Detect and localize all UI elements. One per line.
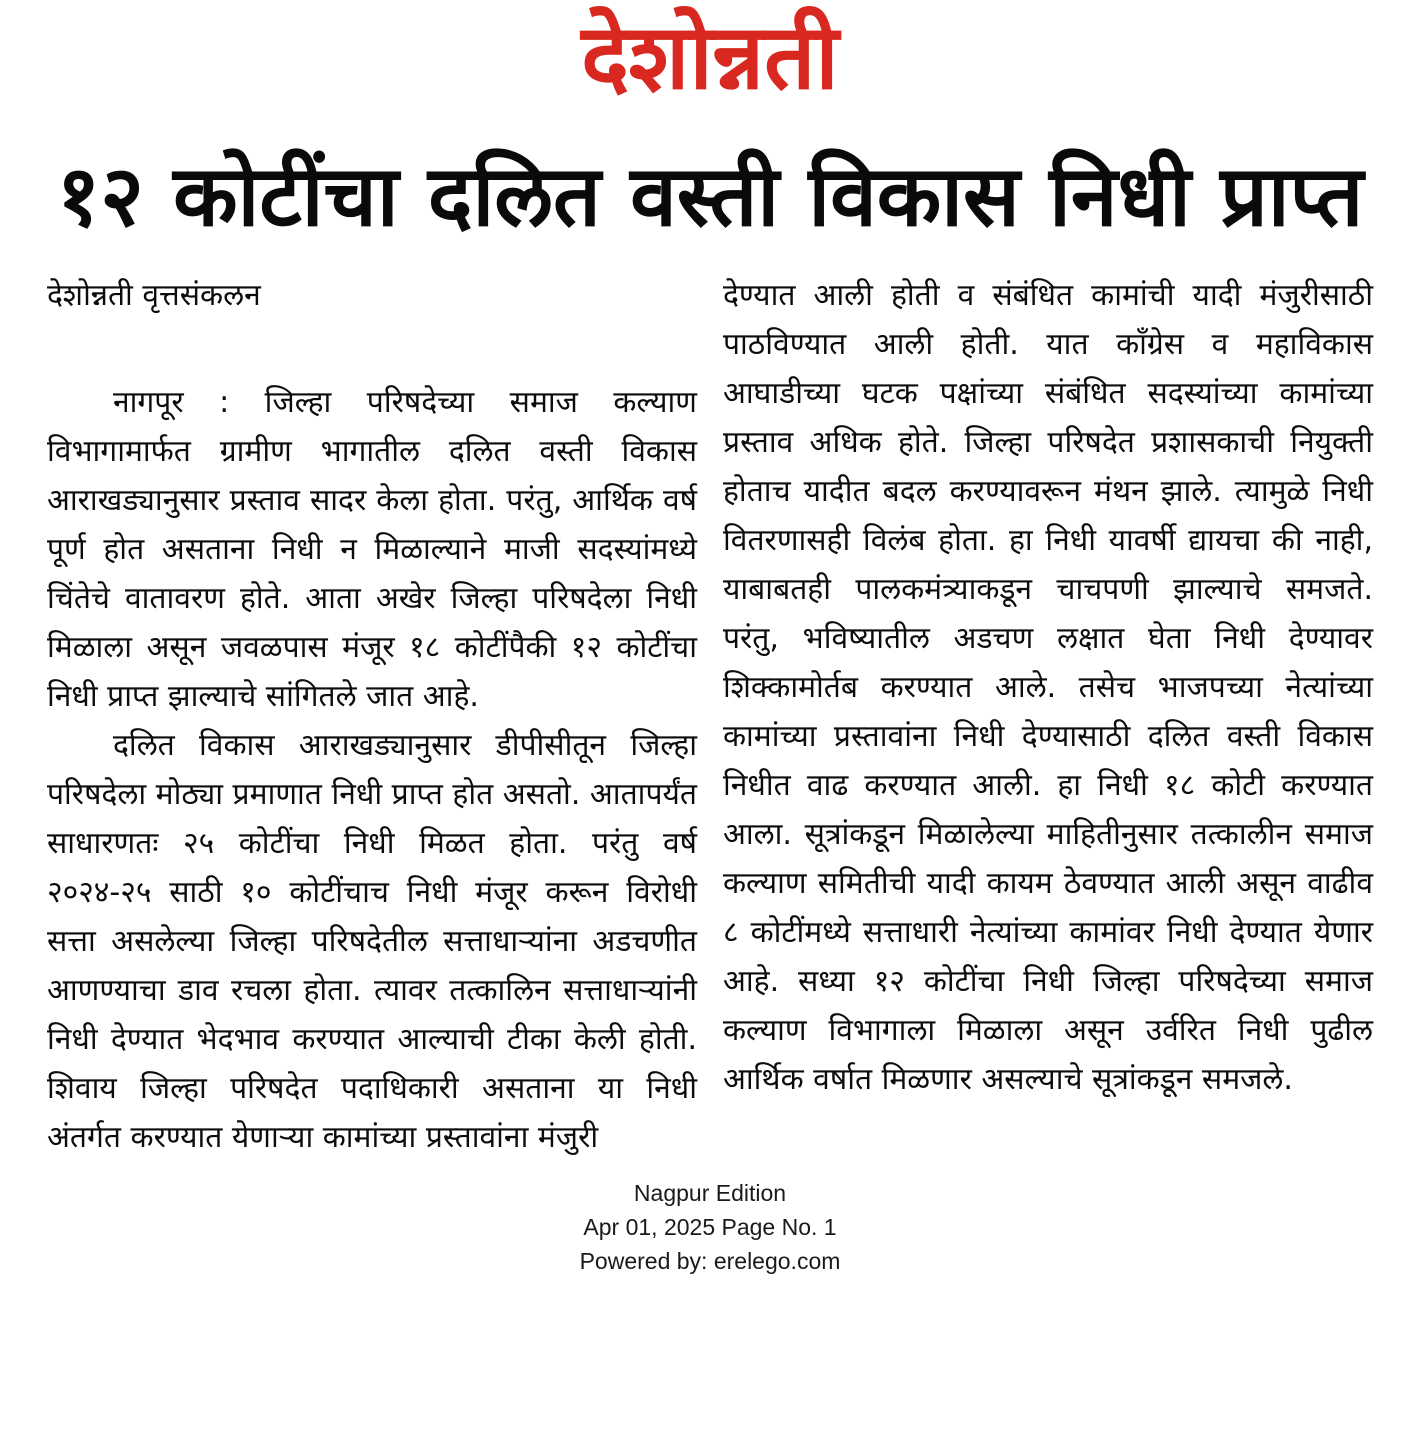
powered-by-label: Powered by: erelego.com xyxy=(579,1247,841,1274)
article-body xyxy=(47,271,1373,1162)
date-page-label: Apr 01, 2025 Page No. 1 xyxy=(583,1213,837,1240)
article-column-left xyxy=(47,271,697,1162)
edition-label: Nagpur Edition xyxy=(633,1179,787,1206)
article-paragraph-1: नागपूर : जिल्हा परिषदेच्या समाज कल्याण विभागामार्फत ग्रामीण भागातील दलित वस्ती विकास आराखड्यानुसार प्रस्ताव सादर केला होता. परंतु, आर्थिक वर्ष पूर्ण होत असताना निधी न मिळाल्याने माजी सदस्यांमध्ये चिंतेचे वातावरण होते. आता अखेर जिल्हा परिषदेला निधी मिळाला असून जवळपास मंजूर १८ कोटींपैकी १२ कोटींचा निधी प्राप्त झाल्याचे सांगितले जात आहे. xyxy=(47,384,697,714)
page-footer xyxy=(47,1176,1373,1278)
article-column-right xyxy=(723,271,1373,1104)
byline: देशोन्नती वृत्तसंकलन xyxy=(47,277,261,313)
article-paragraph-2: दलित विकास आराखड्यानुसार डीपीसीतून जिल्हा परिषदेला मोठ्या प्रमाणात निधी प्राप्त होत असतो. आतापर्यंत साधारणतः २५ कोटींचा निधी मिळत होता. परंतु वर्ष २०२४-२५ साठी १० कोटींचाच निधी मंजूर करून विरोधी सत्ता असलेल्या जिल्हा परिषदेतील सत्ताधाऱ्यांना अडचणीत आणण्याचा डाव रचला होता. त्यावर तत्कालिन सत्ताधाऱ्यांनी निधी देण्यात भेदभाव करण्यात आल्याची टीका केली होती. शिवाय जिल्हा परिषदेत पदाधिकारी असताना या निधी अंतर्गत करण्यात येणाऱ्या कामांच्या प्रस्तावांना मंजुरी xyxy=(47,727,697,1155)
headline: १२ कोटींचा दलित वस्ती विकास निधी प्राप्त xyxy=(56,146,1364,245)
masthead-logo: देशोन्नती xyxy=(581,5,839,110)
article-paragraph-3: देण्यात आली होती व संबंधित कामांची यादी मंजुरीसाठी पाठविण्यात आली होती. यात कॉंग्रेस व महाविकास आघाडीच्या घटक पक्षांच्या संबंधित सदस्यांच्या कामांच्या प्रस्ताव अधिक होते. जिल्हा परिषदेत प्रशासकाची नियुक्ती होताच यादीत बदल करण्यावरून मंथन झाले. त्यामुळे निधी वितरणासही विलंब होता. हा निधी यावर्षी द्यायचा की नाही, याबाबतही पालकमंत्र्याकडून चाचपणी झाल्याचे समजते. परंतु, भविष्यातील अडचण लक्षात घेता निधी देण्यावर शिक्कामोर्तब करण्यात आले. तसेच भाजपच्या नेत्यांच्या कामांच्या प्रस्तावांना निधी देण्यासाठी दलित वस्ती विकास निधीत वाढ करण्यात आली. हा निधी १८ कोटी करण्यात आला. सूत्रांकडून मिळालेल्या माहितीनुसार तत्कालीन समाज कल्याण समितीची यादी कायम ठेवण्यात आली असून वाढीव ८ कोटींमध्ये सत्ताधारी नेत्यांच्या कामांवर निधी देण्यात येणार आहे. सध्या १२ कोटींचा निधी जिल्हा परिषदेच्या समाज कल्याण विभागाला मिळाला असून उर्वरित निधी पुढील आर्थिक वर्षात मिळणार असल्याचे सूत्रांकडून समजले. xyxy=(723,277,1373,1097)
